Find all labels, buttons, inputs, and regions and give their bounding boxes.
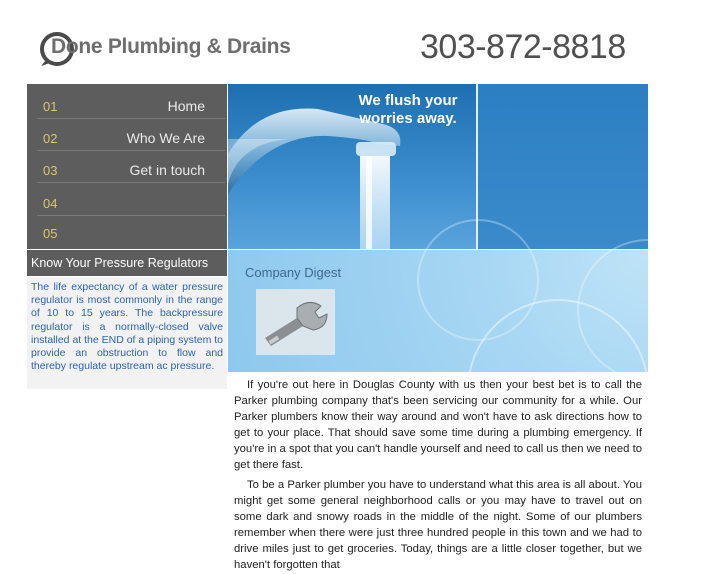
nav-item-4[interactable] [37, 185, 225, 216]
nav-item-number: 03 [43, 163, 58, 178]
content-paragraph: If you're out here in Douglas County with us then your best bet is to call the Parker plumbing company that's been servicing our community for a while. Our Parker plumbers know their way around and won't have to ask directions how to get to your place. That should save some time during a plumbing emergency. If you're in a spot that you can't handle yourself and need to call us then we need to get there fast. [234, 379, 642, 471]
hero-side-panel [478, 84, 648, 249]
content-paragraph: To be a Parker plumber you have to understand what this area is all about. You might get some general neighborhood calls or you may have to travel out on some dark and snowy roads in the middle of the night. Some of our plumbers remember when there were just three hundred people in this town and we had to drive miles just to get groceries. Today, things are a little closer together, but we haven't forgotten that [234, 479, 642, 571]
nav-item-who-we-are[interactable] [37, 120, 225, 151]
nav-item-5[interactable] [37, 215, 225, 246]
site-header [0, 0, 727, 84]
nav-item-number: 04 [43, 196, 58, 211]
main-nav [27, 84, 227, 249]
wrench-icon [257, 290, 334, 354]
hero-tagline: We flush your worries away. [358, 92, 458, 127]
nav-item-number: 01 [43, 99, 58, 114]
logo-text: Done Plumbing & Drains [51, 35, 291, 58]
logo[interactable] [38, 30, 308, 68]
sidebar-heading: Know Your Pressure Regulators [27, 250, 227, 276]
phone-number: 303-872-8818 [420, 28, 626, 66]
wrench-photo [256, 289, 335, 355]
hero-banner [228, 84, 648, 249]
main-content [228, 372, 648, 571]
nav-item-number: 02 [43, 131, 58, 146]
nav-item-home[interactable] [37, 88, 225, 119]
nav-item-label: Get in touch [129, 162, 205, 178]
nav-item-get-in-touch[interactable] [37, 152, 225, 183]
nav-item-label: Home [167, 98, 205, 114]
company-digest-panel [228, 250, 648, 372]
sidebar-text: The life expectancy of a water pressure regulator is most commonly in the range of 10 to 15 years. The backpressure regulator is a normally-closed valve installed at the END of a piping system to provide an obstruction to flow and thereby regulate upstream ac pressure. [27, 277, 227, 389]
nav-item-label: Who We Are [126, 130, 205, 146]
digest-title: Company Digest [245, 265, 342, 280]
nav-item-number: 05 [43, 226, 58, 241]
